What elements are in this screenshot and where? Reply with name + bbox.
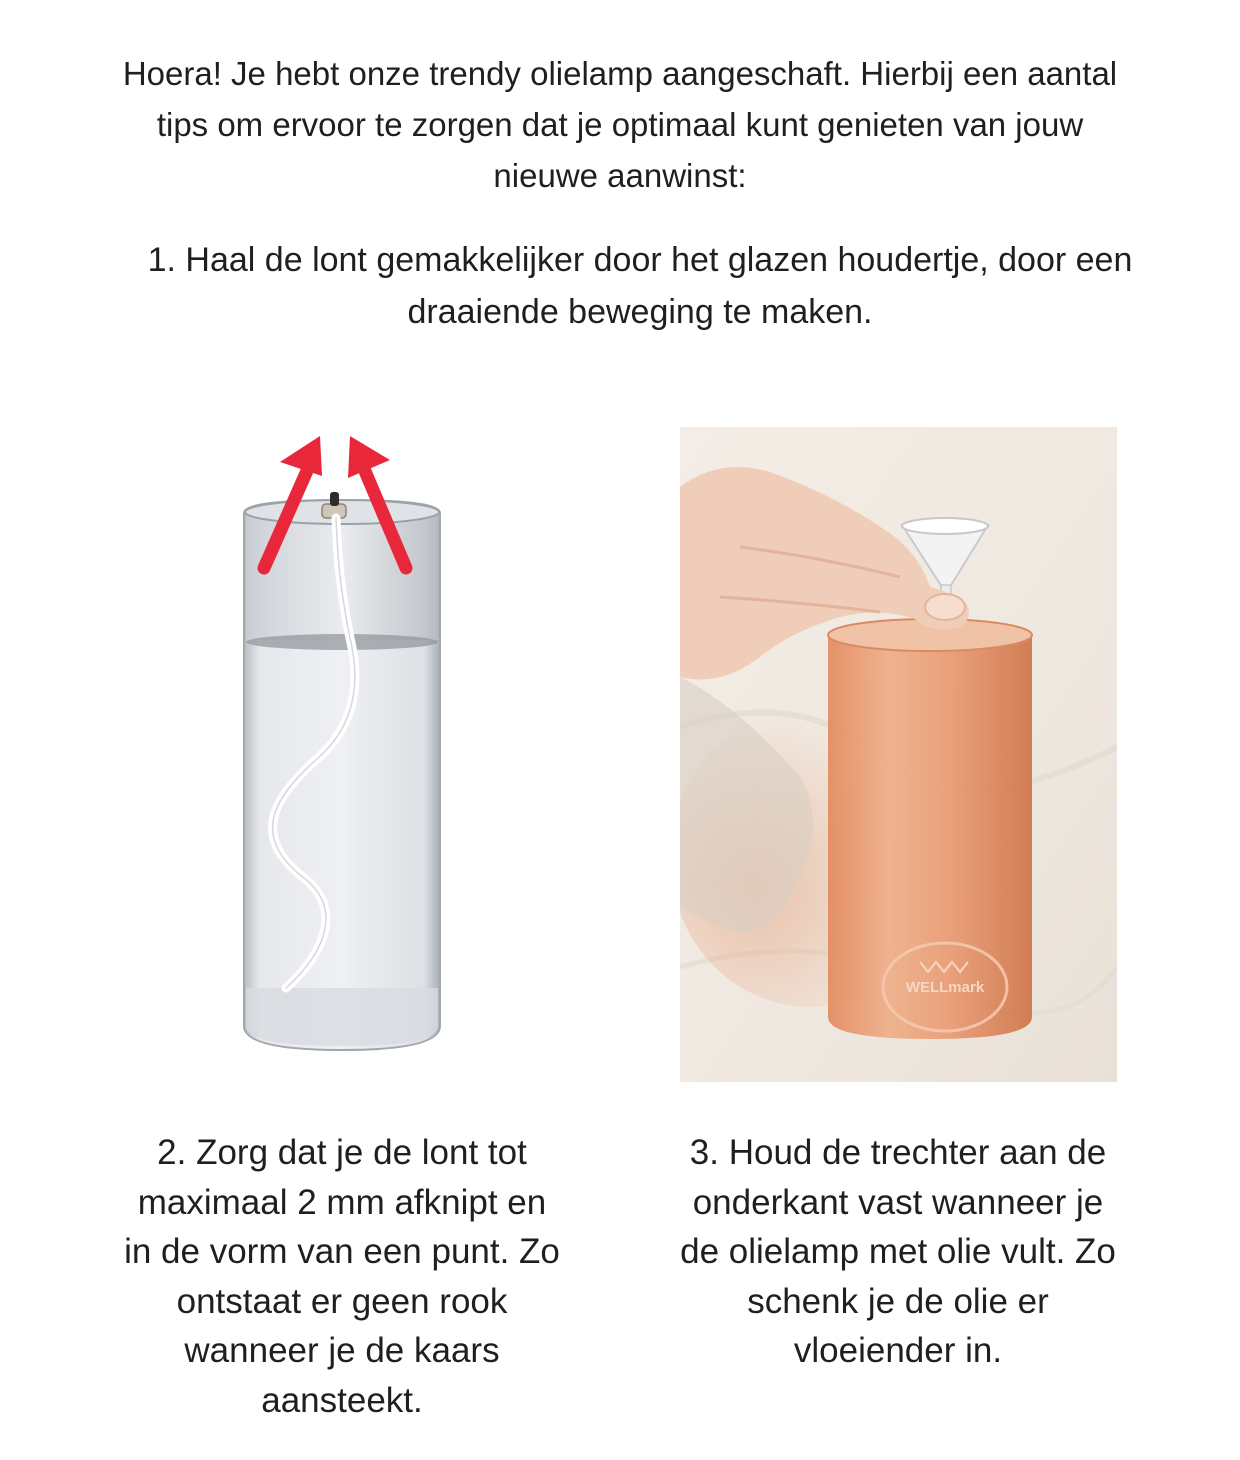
funnel-photo [680, 427, 1117, 1082]
funnel-photo-illustration [680, 427, 1117, 1082]
step-3-text: 3. Houd de trechter aan de onderkant vast wanneer je de olielamp met olie vult. Zo schenk je de olie er vloeiender in. [680, 1133, 1116, 1370]
wellmark-logo: WELLmark [905, 979, 985, 996]
step-1-text: 1. Haal de lont gemakkelijker door het glazen houdertje, door een draaiende beweging te maken. [147, 241, 1133, 331]
step-2-text: 2. Zorg dat je de lont tot maximaal 2 mm afknipt en in de vorm van een punt. Zo ontstaat er geen rook wanneer je de kaars aansteekt. [124, 1133, 560, 1420]
intro-text: Hoera! Je hebt onze trendy olielamp aangeschaft. Hierbij een aantal tips om ervoor te zorgen dat je optimaal kunt genieten van jouw nieuwe aanwinst: [122, 55, 1118, 194]
oil-lamp-illustration [222, 428, 462, 1068]
oil-lamp-image [222, 428, 462, 1068]
